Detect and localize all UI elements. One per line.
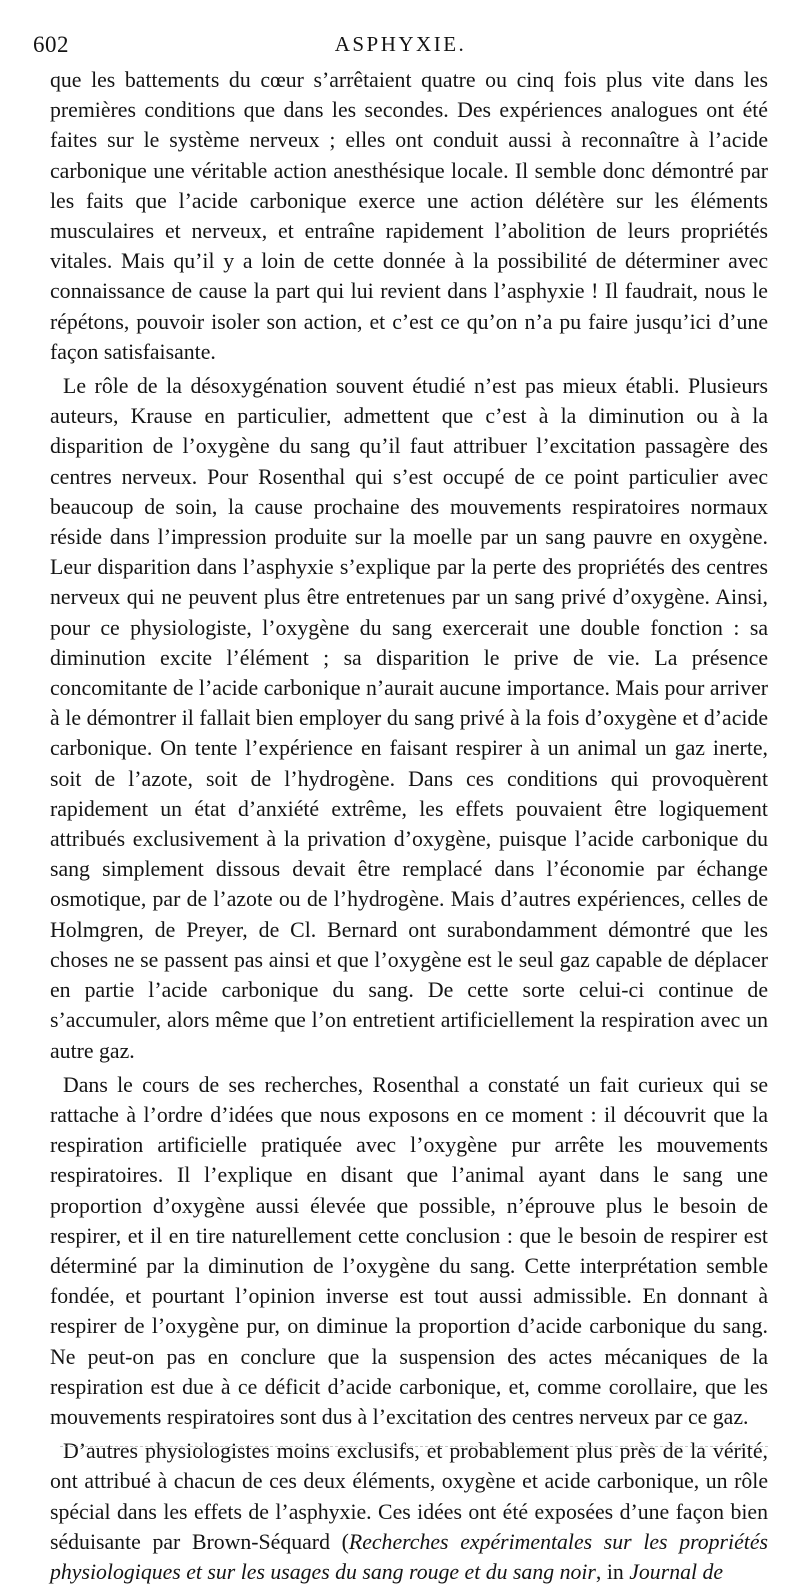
paragraph-2: Le rôle de la désoxygénation souvent étudié n’est pas mieux établi. Plusieurs auteurs, Krause en particulier, admettent que c’est à la diminution ou à la disparition de l’oxygène du sang qu’il faut attribuer l’excitation passagère des centres nerveux. Pour Rosenthal qui s’est occupé de ce point particulier avec beaucoup de soin, la cause prochaine des mouvements respiratoires normaux réside dans l’impression produite sur la moelle par un sang pauvre en oxygène. Leur disparition dans l’asphyxie s’explique par la perte des propriétés des centres nerveux qui ne peuvent plus être entretenues par un sang privé d’oxygène. Ainsi, pour ce physiologiste, l’oxygène du sang exercerait une double fonction : sa diminution excite l’élément ; sa disparition le prive de vie. La présence concomitante de l’acide carbonique n’aurait aucune importance. Mais pour arriver à le démontrer il fallait bien employer du sang privé à la fois d’oxygène et d’acide carbonique. On tente l’expérience en faisant respirer à un animal un gaz inerte, soit de l’azote, soit de l’hydrogène. Dans ces conditions qui provoquèrent rapidement un état d’anxiété extrême, les effets pouvaient être logiquement attribués exclusivement à la privation d’oxygène, puisque l’acide carbonique du sang simplement dissous devait être remplacé dans l’économie par échange osmotique, par de l’azote ou de l’hydrogène. Mais d’autres expériences, celles de Holmgren, de Preyer, de Cl. Bernard ont surabondamment démontré que les choses ne se passent pas ainsi et que l’oxygène est le seul gaz capable de déplacer en partie l’acide carbonique du sang. De cette sorte celui-ci continue de s’accumuler, alors même que l’on entretient artificiellement la respiration avec un autre gaz. <box>50 374 768 1063</box>
paragraph-4-journal-title: Journal de <box>629 1559 724 1584</box>
body-text <box>50 65 768 1587</box>
paragraph-4-book-title: Recherches expérimentales sur les propriétés physiologiques et sur les usages du sang rouge et du sang noir <box>50 1529 768 1584</box>
paragraph-4-text-before: D’autres physiologistes moins exclusifs, et probablement plus près de la vérité, ont attribué à chacun de ces deux éléments, oxygène et acide carbonique, un rôle spécial dans les effets de l’asphyxie. Ces idées ont été exposées d’une façon bien séduisante par Brown-Séquard ( <box>50 1439 768 1554</box>
paragraph-3: Dans le cours de ses recherches, Rosenthal a constaté un fait curieux qui se rattache à l’ordre d’idées que nous exposons en ce moment : il découvrit que la respiration artificielle pratiquée avec l’oxygène pur arrête les mouvements respiratoires. Il l’explique en disant que l’animal ayant dans le sang une proportion d’oxygène aussi élevée que possible, n’éprouve plus le besoin de respirer, et il en tire naturellement cette conclusion : que le besoin de respirer est déterminé par la diminution de l’oxygène du sang. Cette interprétation semble fondée, et pourtant l’opinion inverse est tout aussi admissible. En donnant à respirer de l’oxygène pur, on diminue la proportion d’acide carbonique du sang. Ne peut-on pas en conclure que la suspension des actes mécaniques de la respiration est due à ce déficit d’acide carbonique, et, comme corollaire, que les mouvements respiratoires sont dus à l’excitation des centres nerveux par ce gaz. <box>50 1072 768 1429</box>
running-head: ASPHYXIE. <box>334 32 467 56</box>
footer-rule <box>60 1446 768 1447</box>
paragraph-1: que les battements du cœur s’arrêtaient quatre ou cinq fois plus vite dans les premières conditions que dans les secondes. Des expériences analogues ont été faites sur le système nerveux ; elles ont conduit aussi à reconnaître à l’acide carbonique une véritable action anesthésique locale. Il semble donc démontré par les faits que l’acide carbonique exerce une action délétère sur les éléments musculaires et nerveux, et entraîne rapidement l’abolition de leurs propriétés vitales. Mais qu’il y a loin de cette donnée à la possibilité de déterminer avec connaissance de cause la part qui lui revient dans l’asphyxie ! Il faudrait, nous le répétons, pouvoir isoler son action, et c’est ce qu’on n’a pu faire jusqu’ici d’une façon satisfaisante. <box>50 68 768 364</box>
page-number: 602 <box>33 32 69 57</box>
paragraph-4 <box>50 1436 768 1587</box>
paragraph-4-text-middle: , in <box>595 1559 630 1584</box>
page-header <box>33 26 768 66</box>
